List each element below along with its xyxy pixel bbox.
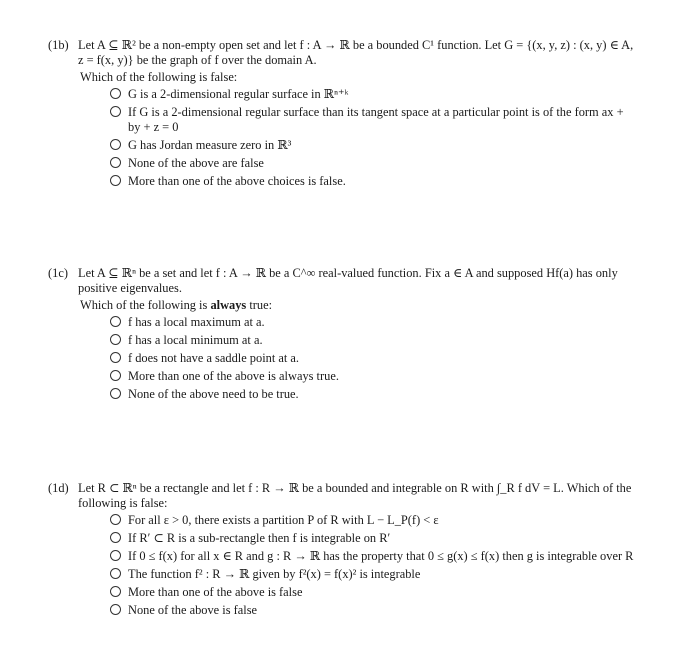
question-prompt	[48, 298, 636, 313]
option[interactable]	[110, 369, 636, 384]
option[interactable]	[110, 138, 636, 153]
option[interactable]	[110, 585, 636, 600]
radio-button[interactable]	[110, 88, 121, 99]
question-number: (1c)	[48, 266, 68, 280]
option[interactable]	[110, 156, 636, 171]
options-list	[48, 513, 636, 618]
option[interactable]	[110, 87, 636, 102]
option-label: G has Jordan measure zero in ℝ³	[128, 138, 292, 152]
radio-button[interactable]	[110, 316, 121, 327]
option-label: G is a 2-dimensional regular surface in ℝⁿ⁺ᵏ	[128, 87, 349, 101]
question-prompt: Which of the following is false:	[80, 70, 238, 84]
option-label: If 0 ≤ f(x) for all x ∈ R and g : R → ℝ has the property that 0 ≤ g(x) ≤ f(x) then g is integrable over R	[128, 549, 634, 563]
option[interactable]	[110, 567, 636, 582]
radio-button[interactable]	[110, 106, 121, 117]
prompt-pre: Which of the following is	[80, 298, 211, 312]
option-label: More than one of the above choices is false.	[128, 174, 346, 188]
radio-button[interactable]	[110, 568, 121, 579]
option[interactable]	[110, 333, 636, 348]
option[interactable]	[110, 387, 636, 402]
option[interactable]	[110, 105, 636, 135]
radio-button[interactable]	[110, 157, 121, 168]
prompt-post: true:	[246, 298, 273, 312]
option-label: If R′ ⊂ R is a sub-rectangle then f is integrable on R′	[128, 531, 391, 545]
question-1d	[48, 481, 636, 621]
option-label: f does not have a saddle point at a.	[128, 351, 300, 365]
option-label: More than one of the above is false	[128, 585, 303, 599]
radio-button[interactable]	[110, 532, 121, 543]
option[interactable]	[110, 351, 636, 366]
question-1b	[48, 38, 636, 192]
options-list	[48, 87, 636, 189]
question-stem: Let A ⊆ ℝⁿ be a set and let f : A → ℝ be a C^∞ real-valued function. Fix a ∈ A and supposed Hf(a) has only positive eigenvalues.	[78, 266, 618, 295]
option-label: None of the above are false	[128, 156, 264, 170]
option[interactable]	[110, 513, 636, 528]
radio-button[interactable]	[110, 604, 121, 615]
radio-button[interactable]	[110, 139, 121, 150]
radio-button[interactable]	[110, 586, 121, 597]
question-1c	[48, 266, 636, 405]
radio-button[interactable]	[110, 550, 121, 561]
options-list	[48, 315, 636, 402]
option[interactable]	[110, 531, 636, 546]
question-stem: Let A ⊆ ℝ² be a non-empty open set and let f : A → ℝ be a bounded C¹ function. Let G = {(x, y, z) : (x, y) ∈ A, z = f(x, y)} be the graph of f over the domain A.	[78, 38, 634, 67]
question-number: (1d)	[48, 481, 69, 495]
radio-button[interactable]	[110, 514, 121, 525]
question-number: (1b)	[48, 38, 69, 52]
option-label: None of the above is false	[128, 603, 258, 617]
option[interactable]	[110, 315, 636, 330]
question-stem: Let R ⊂ ℝⁿ be a rectangle and let f : R → ℝ be a bounded and integrable on R with ∫_R f dV = L. Which of the following is false:	[78, 481, 632, 510]
option-label: None of the above need to be true.	[128, 387, 299, 401]
option[interactable]	[110, 549, 636, 564]
radio-button[interactable]	[110, 352, 121, 363]
radio-button[interactable]	[110, 334, 121, 345]
option[interactable]	[110, 174, 636, 189]
option-label: For all ε > 0, there exists a partition P of R with L − L_P(f) < ε	[128, 513, 439, 527]
radio-button[interactable]	[110, 388, 121, 399]
option-label: f has a local minimum at a.	[128, 333, 263, 347]
option-label: The function f² : R → ℝ given by f²(x) = f(x)² is integrable	[128, 567, 421, 581]
option-label: f has a local maximum at a.	[128, 315, 265, 329]
option-label: More than one of the above is always true.	[128, 369, 339, 383]
radio-button[interactable]	[110, 370, 121, 381]
prompt-emphasis: always	[210, 298, 247, 312]
radio-button[interactable]	[110, 175, 121, 186]
option[interactable]	[110, 603, 636, 618]
option-label: If G is a 2-dimensional regular surface than its tangent space at a particular point is of the form ax + by + z = 0	[128, 105, 624, 134]
